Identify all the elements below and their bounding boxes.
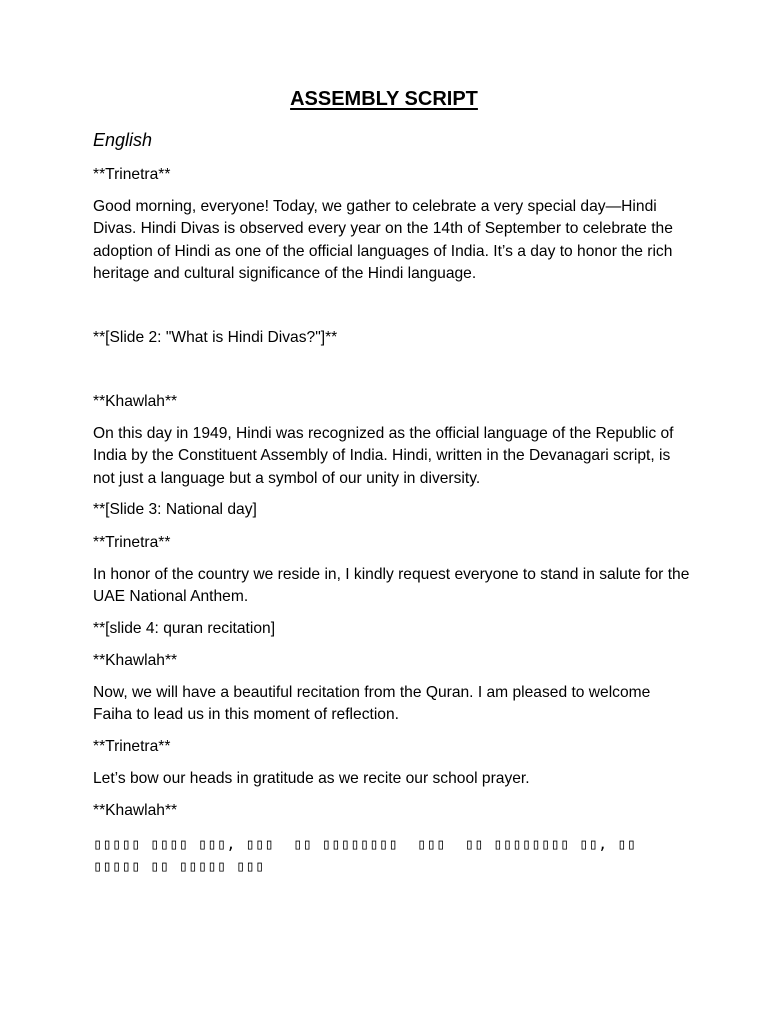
language-heading: English xyxy=(93,130,153,150)
speaker-khawlah: **Khawlah** xyxy=(93,393,178,410)
slide-cue: **[Slide 3: National day] xyxy=(93,501,257,518)
paragraph-hindi-divas-intro: Good morning, everyone! Today, we gather to celebrate a very special day—Hindi Divas. Hindi Divas is observed every year on the 14th of September to celebrate the adoption of Hindi as one of the official languages of India. It’s a day to honor the rich heritage and cultural significance of the Hindi language. xyxy=(93,198,678,282)
slide-cue: **[slide 4: quran recitation] xyxy=(93,620,276,637)
document-title: ASSEMBLY SCRIPT xyxy=(290,88,478,110)
speaker-trinetra: **Trinetra** xyxy=(93,738,171,755)
speaker-trinetra: **Trinetra** xyxy=(93,534,171,551)
speaker-khawlah: **Khawlah** xyxy=(93,802,178,819)
speaker-trinetra: **Trinetra** xyxy=(93,166,171,183)
unrendered-hindi-text: ▯▯▯▯▯ ▯▯▯▯ ▯▯▯, ▯▯▯ ▯▯ ▯▯▯▯▯▯▯▯ ▯▯▯ ▯▯ ▯▯▯▯▯▯▯▯ ▯▯, ▯▯ ▯▯▯▯▯ ▯▯ ▯▯▯▯▯ ▯▯▯ xyxy=(93,835,646,876)
slide-cue: **[Slide 2: "What is Hindi Divas?"]** xyxy=(93,329,338,346)
speaker-khawlah: **Khawlah** xyxy=(93,652,178,669)
paragraph-national-anthem: In honor of the country we reside in, I kindly request everyone to stand in salute for the UAE National Anthem. xyxy=(93,566,694,606)
paragraph-quran-recitation: Now, we will have a beautiful recitation from the Quran. I am pleased to welcome Faiha to lead us in this moment of reflection. xyxy=(93,684,655,724)
paragraph-1949-recognition: On this day in 1949, Hindi was recognized as the official language of the Republic of India by the Constituent Assembly of India. Hindi, written in the Devanagari script, is not just a language but a symbol of our unity in diversity. xyxy=(93,425,678,487)
paragraph-school-prayer: Let’s bow our heads in gratitude as we recite our school prayer. xyxy=(93,770,530,787)
